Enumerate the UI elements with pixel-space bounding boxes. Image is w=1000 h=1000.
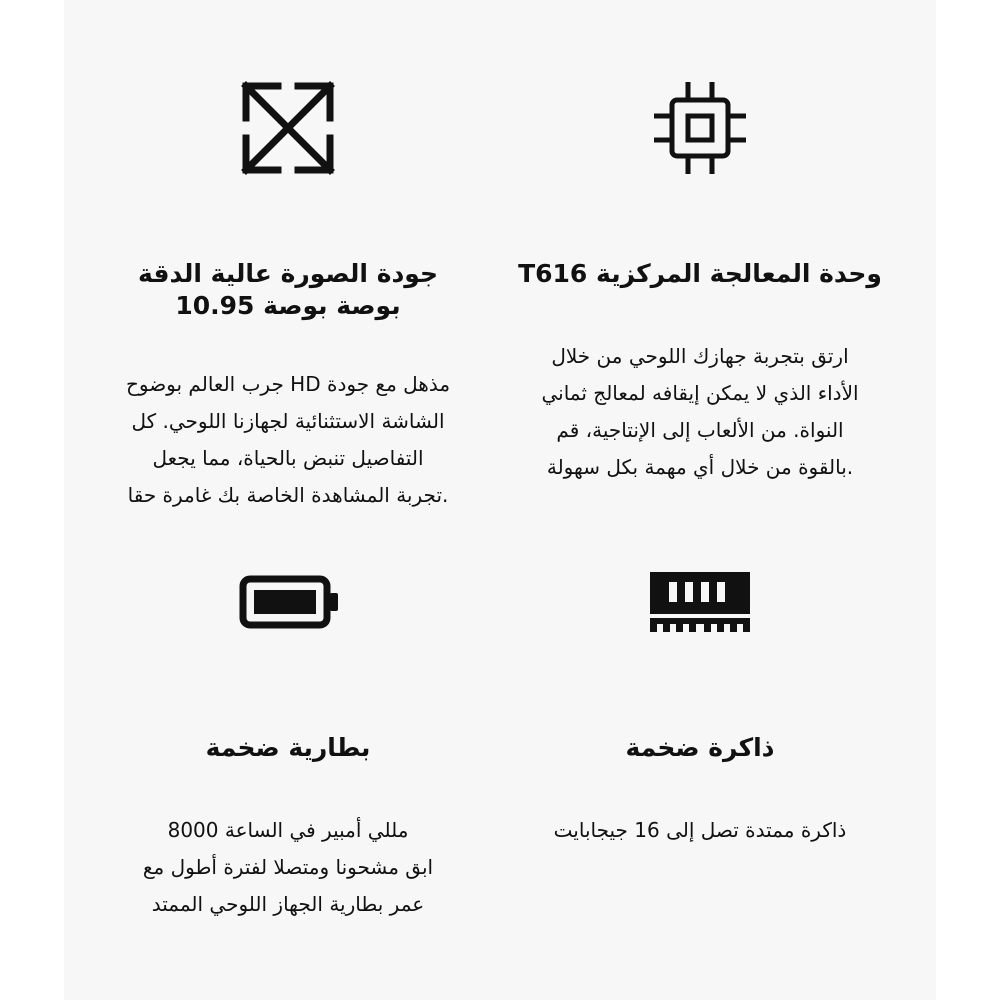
feature-memory-description: ذاكرة ممتدة تصل إلى 16 جيجابايت [553, 818, 847, 842]
cpu-icon [650, 78, 750, 178]
feature-cpu-description: ارتق بتجربة جهازك اللوحي من خلال الأداء الذي لا يمكن إيقافه لمعالج ثماني النواة. من الألعاب إلى الإنتاجية، قم .بالقوة من خلال أي مهمة بكل سهولة [541, 344, 859, 479]
feature-cpu-title: T616 وحدة المعالجة المركزية [518, 259, 882, 288]
feature-battery-title: بطارية ضخمة [205, 733, 371, 762]
feature-memory-title: ذاكرة ضخمة [625, 733, 775, 762]
feature-memory [500, 540, 900, 1000]
feature-display-title: جودة الصورة عالية الدقة بوصة بوصة 10.95 [138, 259, 438, 320]
feature-cpu [500, 0, 900, 540]
battery-icon [238, 574, 340, 630]
feature-display [88, 0, 488, 540]
feature-display-description: مذهل مع جودة HD جرب العالم بوضوح الشاشة الاستثنائية لجهازنا اللوحي. كل التفاصيل تنبض بالحياة، مما يجعل .تجربة المشاهدة الخاصة بك غامرة حقا [125, 372, 451, 507]
memory-ram-icon [648, 570, 752, 634]
feature-battery [88, 540, 488, 1000]
feature-battery-description: مللي أمبير في الساعة 8000 ابق مشحونا ومتصلا لفترة أطول مع عمر بطارية الجهاز اللوحي الممتد [142, 818, 434, 916]
expand-arrows-icon [238, 78, 338, 178]
